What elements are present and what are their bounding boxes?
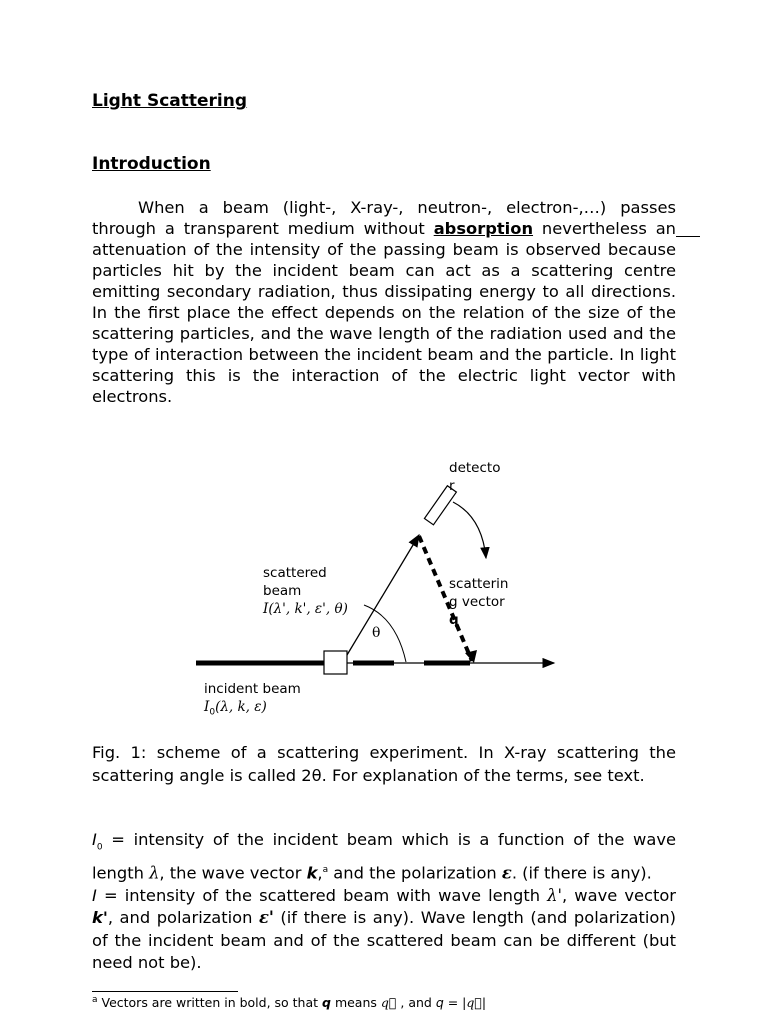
scattering-vector-label: scatterin g vector q bbox=[449, 576, 509, 628]
intro-paragraph bbox=[92, 197, 676, 407]
definition-i: I = intensity of the scattered beam with wave length λ', wave vector k', and polarization ε' (if there is any). Wave length (and polarization) of the incident beam and of the scattered beam can be different (but need not be). bbox=[92, 885, 677, 973]
intro-text-end: nevertheless an attenuation of the intensity of the passing beam is observed because particles hit by the incident beam can act as a scattering centre emitting secondary radiation, thus dissipating energy to all directions. In the first place the effect depends on the relation of the size of the scattering particles, and the wave length of the radiation used and the type of interaction between the incident beam and the particle. In light scattering this is the interaction of the electric light vector with electrons. bbox=[92, 219, 676, 406]
detector-label: detecto r bbox=[449, 460, 501, 494]
incident-beam-label: incident beam $I_0(\lambda$, k, ε) bbox=[204, 681, 301, 718]
footnote: $^a$ Vectors are written in bold, so that q means q⃗ , and q = |q⃗| bbox=[92, 995, 487, 1011]
theta-arc bbox=[364, 605, 406, 662]
page-title: Light Scattering bbox=[92, 91, 248, 111]
figure-caption: Fig. 1: scheme of a scattering experiment. In X-ray scattering the scattering angle is called 2θ. For explanation of the terms, see text. bbox=[92, 743, 676, 785]
definition-i0: $I_0$ = intensity of the incident beam which is a function of the wave length λ, the wave vector k,$^a$ and the polarization ε. (if there is any). bbox=[92, 830, 676, 883]
detector-rotation-arrow bbox=[453, 502, 486, 558]
absorption-underline-rule bbox=[676, 236, 700, 237]
scattered-beam-formula: I(λ', k', ε', θ) bbox=[263, 601, 348, 617]
absorption-link[interactable]: absorption bbox=[433, 219, 534, 238]
footnote-separator bbox=[92, 991, 238, 992]
incident-beam-formula: (λ, k, ε) bbox=[215, 699, 267, 715]
term-definitions bbox=[92, 829, 676, 975]
footnote-reference[interactable]: a bbox=[322, 864, 329, 875]
section-heading: Introduction bbox=[92, 154, 211, 174]
scattered-beam-label: scattered beam I(λ', k', ε', θ) bbox=[263, 565, 348, 617]
scattered-beam-arrow bbox=[347, 535, 419, 655]
sample-box bbox=[324, 651, 347, 674]
intro-text-start: When a beam (light-, X-ray-, neutron-, electron-,…) passes through a transparent medium without bbox=[92, 198, 676, 238]
theta-label: θ bbox=[372, 625, 381, 641]
